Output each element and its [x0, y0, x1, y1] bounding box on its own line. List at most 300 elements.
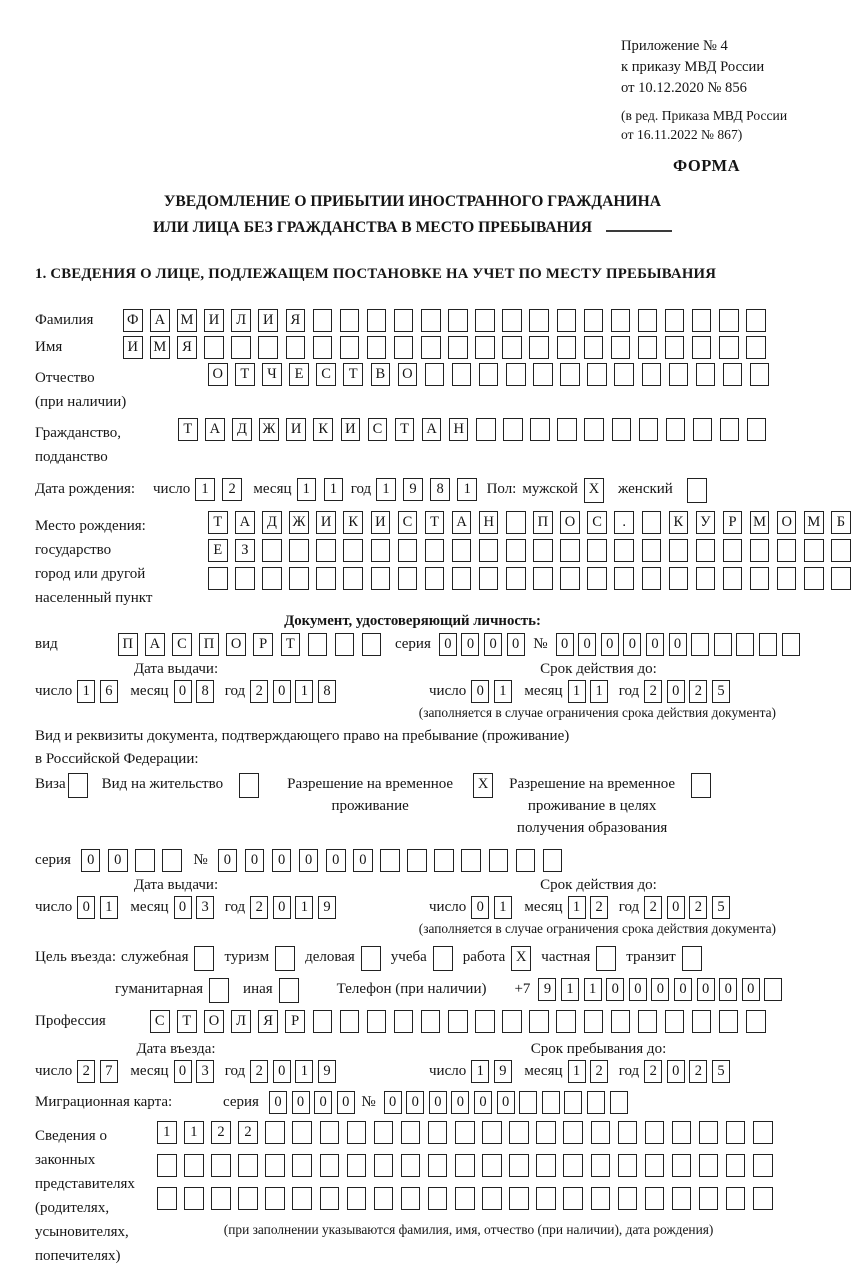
- char-cell[interactable]: Л: [231, 1010, 251, 1033]
- char-cell[interactable]: Ж: [259, 418, 279, 441]
- char-cell[interactable]: [157, 1154, 177, 1177]
- char-cell[interactable]: [452, 567, 472, 590]
- char-cell[interactable]: [719, 1010, 739, 1033]
- char-cell[interactable]: [611, 336, 631, 359]
- char-cell[interactable]: 1: [157, 1121, 177, 1144]
- char-cell[interactable]: [719, 309, 739, 332]
- char-cell[interactable]: 0: [337, 1091, 355, 1114]
- char-cell[interactable]: 2: [77, 1060, 95, 1083]
- char-cell[interactable]: [584, 309, 604, 332]
- char-cell[interactable]: [726, 1187, 746, 1210]
- char-cell[interactable]: [638, 336, 658, 359]
- char-cell[interactable]: [434, 849, 454, 872]
- char-cell[interactable]: [614, 363, 634, 386]
- char-cell[interactable]: [262, 567, 282, 590]
- char-cell[interactable]: О: [204, 1010, 224, 1033]
- char-cell[interactable]: [489, 849, 509, 872]
- char-cell[interactable]: 0: [174, 1060, 192, 1083]
- char-cell[interactable]: [645, 1154, 665, 1177]
- char-cell[interactable]: [746, 336, 766, 359]
- char-cell[interactable]: [516, 849, 536, 872]
- char-cell[interactable]: Ч: [262, 363, 282, 386]
- char-cell[interactable]: 6: [100, 680, 118, 703]
- char-cell[interactable]: Б: [831, 511, 851, 534]
- char-cell[interactable]: [506, 511, 526, 534]
- char-cell[interactable]: [428, 1154, 448, 1177]
- char-cell[interactable]: [750, 539, 770, 562]
- char-cell[interactable]: [691, 633, 709, 656]
- char-cell[interactable]: [455, 1154, 475, 1177]
- char-cell[interactable]: О: [560, 511, 580, 534]
- char-cell[interactable]: [699, 1121, 719, 1144]
- char-cell[interactable]: [407, 849, 427, 872]
- char-cell[interactable]: [691, 773, 711, 798]
- char-cell[interactable]: [292, 1187, 312, 1210]
- char-cell[interactable]: М: [804, 511, 824, 534]
- char-cell[interactable]: [753, 1187, 773, 1210]
- char-cell[interactable]: [289, 567, 309, 590]
- char-cell[interactable]: [638, 309, 658, 332]
- char-cell[interactable]: [320, 1121, 340, 1144]
- char-cell[interactable]: [587, 1091, 605, 1114]
- char-cell[interactable]: 2: [689, 1060, 707, 1083]
- char-cell[interactable]: [421, 336, 441, 359]
- char-cell[interactable]: [591, 1187, 611, 1210]
- char-cell[interactable]: [753, 1121, 773, 1144]
- char-cell[interactable]: И: [341, 418, 361, 441]
- char-cell[interactable]: [135, 849, 155, 872]
- char-cell[interactable]: [401, 1154, 421, 1177]
- char-cell[interactable]: [610, 1091, 628, 1114]
- char-cell[interactable]: [557, 309, 577, 332]
- char-cell[interactable]: [479, 567, 499, 590]
- char-cell[interactable]: 0: [245, 849, 265, 872]
- char-cell[interactable]: В: [371, 363, 391, 386]
- char-cell[interactable]: 1: [77, 680, 95, 703]
- char-cell[interactable]: [672, 1187, 692, 1210]
- char-cell[interactable]: 1: [295, 680, 313, 703]
- char-cell[interactable]: 2: [644, 680, 662, 703]
- char-cell[interactable]: [194, 946, 214, 971]
- char-cell[interactable]: [714, 633, 732, 656]
- char-cell[interactable]: [509, 1187, 529, 1210]
- char-cell[interactable]: [428, 1187, 448, 1210]
- char-cell[interactable]: К: [669, 511, 689, 534]
- char-cell[interactable]: 0: [461, 633, 479, 656]
- char-cell[interactable]: Р: [285, 1010, 305, 1033]
- char-cell[interactable]: [367, 336, 387, 359]
- char-cell[interactable]: [347, 1121, 367, 1144]
- char-cell[interactable]: [476, 418, 496, 441]
- char-cell[interactable]: [536, 1121, 556, 1144]
- char-cell[interactable]: 0: [406, 1091, 424, 1114]
- char-cell[interactable]: [543, 849, 563, 872]
- char-cell[interactable]: И: [286, 418, 306, 441]
- char-cell[interactable]: [231, 336, 251, 359]
- char-cell[interactable]: 0: [273, 896, 291, 919]
- char-cell[interactable]: 0: [606, 978, 624, 1001]
- char-cell[interactable]: 1: [457, 478, 477, 501]
- char-cell[interactable]: 0: [174, 896, 192, 919]
- char-cell[interactable]: [374, 1187, 394, 1210]
- char-cell[interactable]: [666, 418, 686, 441]
- char-cell[interactable]: [371, 567, 391, 590]
- char-cell[interactable]: 0: [719, 978, 737, 1001]
- char-cell[interactable]: X: [511, 946, 531, 971]
- char-cell[interactable]: 7: [100, 1060, 118, 1083]
- char-cell[interactable]: [642, 363, 662, 386]
- char-cell[interactable]: [380, 849, 400, 872]
- char-cell[interactable]: [506, 363, 526, 386]
- char-cell[interactable]: [753, 1154, 773, 1177]
- char-cell[interactable]: [316, 567, 336, 590]
- char-cell[interactable]: [343, 539, 363, 562]
- char-cell[interactable]: [564, 1091, 582, 1114]
- char-cell[interactable]: [316, 539, 336, 562]
- char-cell[interactable]: [665, 1010, 685, 1033]
- char-cell[interactable]: 2: [250, 680, 268, 703]
- char-cell[interactable]: [669, 567, 689, 590]
- char-cell[interactable]: [665, 336, 685, 359]
- char-cell[interactable]: Т: [178, 418, 198, 441]
- char-cell[interactable]: [612, 418, 632, 441]
- char-cell[interactable]: Я: [177, 336, 197, 359]
- char-cell[interactable]: [394, 336, 414, 359]
- char-cell[interactable]: [533, 539, 553, 562]
- char-cell[interactable]: 0: [108, 849, 128, 872]
- char-cell[interactable]: [433, 946, 453, 971]
- char-cell[interactable]: [536, 1187, 556, 1210]
- char-cell[interactable]: 2: [238, 1121, 258, 1144]
- char-cell[interactable]: [239, 773, 259, 798]
- char-cell[interactable]: [587, 567, 607, 590]
- char-cell[interactable]: [401, 1121, 421, 1144]
- char-cell[interactable]: [642, 567, 662, 590]
- char-cell[interactable]: [455, 1121, 475, 1144]
- char-cell[interactable]: [584, 418, 604, 441]
- char-cell[interactable]: [618, 1121, 638, 1144]
- char-cell[interactable]: [782, 633, 800, 656]
- char-cell[interactable]: 0: [742, 978, 760, 1001]
- char-cell[interactable]: Е: [289, 363, 309, 386]
- char-cell[interactable]: 2: [590, 896, 608, 919]
- char-cell[interactable]: [584, 1010, 604, 1033]
- char-cell[interactable]: М: [150, 336, 170, 359]
- char-cell[interactable]: [238, 1187, 258, 1210]
- char-cell[interactable]: [286, 336, 306, 359]
- char-cell[interactable]: [398, 539, 418, 562]
- char-cell[interactable]: [235, 567, 255, 590]
- char-cell[interactable]: [696, 539, 716, 562]
- char-cell[interactable]: [448, 309, 468, 332]
- char-cell[interactable]: [340, 1010, 360, 1033]
- char-cell[interactable]: [519, 1091, 537, 1114]
- char-cell[interactable]: [479, 539, 499, 562]
- char-cell[interactable]: [587, 363, 607, 386]
- char-cell[interactable]: [320, 1187, 340, 1210]
- char-cell[interactable]: Д: [232, 418, 252, 441]
- char-cell[interactable]: 1: [100, 896, 118, 919]
- char-cell[interactable]: 0: [669, 633, 687, 656]
- char-cell[interactable]: [533, 567, 553, 590]
- char-cell[interactable]: [747, 418, 767, 441]
- char-cell[interactable]: [536, 1154, 556, 1177]
- char-cell[interactable]: [584, 336, 604, 359]
- char-cell[interactable]: 2: [250, 1060, 268, 1083]
- char-cell[interactable]: С: [398, 511, 418, 534]
- char-cell[interactable]: 0: [556, 633, 574, 656]
- char-cell[interactable]: Т: [208, 511, 228, 534]
- char-cell[interactable]: [831, 567, 851, 590]
- char-cell[interactable]: 0: [299, 849, 319, 872]
- char-cell[interactable]: 2: [590, 1060, 608, 1083]
- char-cell[interactable]: 2: [222, 478, 242, 501]
- char-cell[interactable]: [394, 309, 414, 332]
- char-cell[interactable]: 0: [629, 978, 647, 1001]
- char-cell[interactable]: 2: [250, 896, 268, 919]
- char-cell[interactable]: [184, 1154, 204, 1177]
- char-cell[interactable]: 0: [667, 896, 685, 919]
- char-cell[interactable]: [475, 309, 495, 332]
- char-cell[interactable]: [482, 1154, 502, 1177]
- char-cell[interactable]: Е: [208, 539, 228, 562]
- char-cell[interactable]: 1: [568, 896, 586, 919]
- char-cell[interactable]: [265, 1121, 285, 1144]
- char-cell[interactable]: 0: [326, 849, 346, 872]
- char-cell[interactable]: [204, 336, 224, 359]
- char-cell[interactable]: [529, 336, 549, 359]
- char-cell[interactable]: [506, 567, 526, 590]
- char-cell[interactable]: [211, 1154, 231, 1177]
- char-cell[interactable]: [587, 539, 607, 562]
- char-cell[interactable]: И: [204, 309, 224, 332]
- char-cell[interactable]: 0: [497, 1091, 515, 1114]
- char-cell[interactable]: [614, 539, 634, 562]
- char-cell[interactable]: Т: [425, 511, 445, 534]
- char-cell[interactable]: А: [422, 418, 442, 441]
- char-cell[interactable]: [509, 1154, 529, 1177]
- char-cell[interactable]: И: [123, 336, 143, 359]
- char-cell[interactable]: 3: [196, 896, 214, 919]
- char-cell[interactable]: Т: [177, 1010, 197, 1033]
- char-cell[interactable]: [398, 567, 418, 590]
- char-cell[interactable]: И: [258, 309, 278, 332]
- char-cell[interactable]: А: [205, 418, 225, 441]
- char-cell[interactable]: [208, 567, 228, 590]
- char-cell[interactable]: [529, 1010, 549, 1033]
- char-cell[interactable]: 8: [196, 680, 214, 703]
- char-cell[interactable]: Т: [395, 418, 415, 441]
- char-cell[interactable]: 0: [471, 896, 489, 919]
- char-cell[interactable]: 0: [507, 633, 525, 656]
- char-cell[interactable]: [692, 336, 712, 359]
- char-cell[interactable]: 9: [318, 1060, 336, 1083]
- char-cell[interactable]: [238, 1154, 258, 1177]
- char-cell[interactable]: [804, 539, 824, 562]
- char-cell[interactable]: [642, 539, 662, 562]
- char-cell[interactable]: [394, 1010, 414, 1033]
- char-cell[interactable]: Ф: [123, 309, 143, 332]
- char-cell[interactable]: [746, 1010, 766, 1033]
- char-cell[interactable]: [692, 309, 712, 332]
- char-cell[interactable]: Р: [253, 633, 273, 656]
- char-cell[interactable]: [699, 1187, 719, 1210]
- char-cell[interactable]: С: [368, 418, 388, 441]
- char-cell[interactable]: [367, 309, 387, 332]
- char-cell[interactable]: [258, 336, 278, 359]
- char-cell[interactable]: [502, 309, 522, 332]
- char-cell[interactable]: И: [316, 511, 336, 534]
- char-cell[interactable]: 1: [584, 978, 602, 1001]
- char-cell[interactable]: [308, 633, 328, 656]
- char-cell[interactable]: 0: [77, 896, 95, 919]
- char-cell[interactable]: [777, 567, 797, 590]
- char-cell[interactable]: 0: [451, 1091, 469, 1114]
- char-cell[interactable]: [448, 1010, 468, 1033]
- char-cell[interactable]: [265, 1187, 285, 1210]
- char-cell[interactable]: 0: [646, 633, 664, 656]
- char-cell[interactable]: Я: [286, 309, 306, 332]
- char-cell[interactable]: 9: [403, 478, 423, 501]
- char-cell[interactable]: 1: [494, 896, 512, 919]
- char-cell[interactable]: [726, 1154, 746, 1177]
- char-cell[interactable]: [503, 418, 523, 441]
- char-cell[interactable]: 2: [689, 680, 707, 703]
- char-cell[interactable]: 1: [324, 478, 344, 501]
- char-cell[interactable]: 0: [429, 1091, 447, 1114]
- char-cell[interactable]: [777, 539, 797, 562]
- char-cell[interactable]: 0: [697, 978, 715, 1001]
- char-cell[interactable]: 1: [184, 1121, 204, 1144]
- char-cell[interactable]: Н: [449, 418, 469, 441]
- char-cell[interactable]: [425, 539, 445, 562]
- char-cell[interactable]: Я: [258, 1010, 278, 1033]
- char-cell[interactable]: [591, 1121, 611, 1144]
- char-cell[interactable]: [421, 1010, 441, 1033]
- char-cell[interactable]: [533, 363, 553, 386]
- char-cell[interactable]: Д: [262, 511, 282, 534]
- char-cell[interactable]: 9: [538, 978, 556, 1001]
- char-cell[interactable]: [448, 336, 468, 359]
- char-cell[interactable]: 1: [590, 680, 608, 703]
- char-cell[interactable]: С: [150, 1010, 170, 1033]
- char-cell[interactable]: [509, 1121, 529, 1144]
- char-cell[interactable]: 1: [295, 896, 313, 919]
- char-cell[interactable]: [401, 1187, 421, 1210]
- char-cell[interactable]: 3: [196, 1060, 214, 1083]
- char-cell[interactable]: Т: [235, 363, 255, 386]
- char-cell[interactable]: [347, 1187, 367, 1210]
- char-cell[interactable]: [639, 418, 659, 441]
- char-cell[interactable]: 0: [272, 849, 292, 872]
- char-cell[interactable]: [831, 539, 851, 562]
- char-cell[interactable]: 9: [494, 1060, 512, 1083]
- char-cell[interactable]: [672, 1121, 692, 1144]
- char-cell[interactable]: 0: [218, 849, 238, 872]
- char-cell[interactable]: [506, 539, 526, 562]
- char-cell[interactable]: Л: [231, 309, 251, 332]
- char-cell[interactable]: 1: [568, 1060, 586, 1083]
- char-cell[interactable]: [591, 1154, 611, 1177]
- char-cell[interactable]: [611, 309, 631, 332]
- char-cell[interactable]: [764, 978, 782, 1001]
- char-cell[interactable]: [461, 849, 481, 872]
- char-cell[interactable]: К: [343, 511, 363, 534]
- char-cell[interactable]: [804, 567, 824, 590]
- char-cell[interactable]: [614, 567, 634, 590]
- char-cell[interactable]: 0: [292, 1091, 310, 1114]
- char-cell[interactable]: [452, 363, 472, 386]
- char-cell[interactable]: [638, 1010, 658, 1033]
- char-cell[interactable]: [542, 1091, 560, 1114]
- char-cell[interactable]: О: [398, 363, 418, 386]
- char-cell[interactable]: [367, 1010, 387, 1033]
- char-cell[interactable]: Т: [281, 633, 301, 656]
- char-cell[interactable]: [184, 1187, 204, 1210]
- char-cell[interactable]: О: [226, 633, 246, 656]
- char-cell[interactable]: [262, 539, 282, 562]
- char-cell[interactable]: [340, 336, 360, 359]
- char-cell[interactable]: [502, 336, 522, 359]
- char-cell[interactable]: 5: [712, 896, 730, 919]
- char-cell[interactable]: [720, 418, 740, 441]
- char-cell[interactable]: [726, 1121, 746, 1144]
- char-cell[interactable]: [557, 336, 577, 359]
- char-cell[interactable]: [556, 1010, 576, 1033]
- char-cell[interactable]: [719, 336, 739, 359]
- char-cell[interactable]: 0: [314, 1091, 332, 1114]
- char-cell[interactable]: [275, 946, 295, 971]
- char-cell[interactable]: [642, 511, 662, 534]
- char-cell[interactable]: [563, 1154, 583, 1177]
- char-cell[interactable]: А: [150, 309, 170, 332]
- char-cell[interactable]: 2: [644, 1060, 662, 1083]
- char-cell[interactable]: М: [177, 309, 197, 332]
- char-cell[interactable]: [343, 567, 363, 590]
- char-cell[interactable]: .: [614, 511, 634, 534]
- char-cell[interactable]: [560, 567, 580, 590]
- char-cell[interactable]: [699, 1154, 719, 1177]
- char-cell[interactable]: 8: [430, 478, 450, 501]
- char-cell[interactable]: [452, 539, 472, 562]
- char-cell[interactable]: [425, 363, 445, 386]
- char-cell[interactable]: С: [587, 511, 607, 534]
- char-cell[interactable]: [425, 567, 445, 590]
- char-cell[interactable]: [669, 363, 689, 386]
- char-cell[interactable]: 8: [318, 680, 336, 703]
- char-cell[interactable]: 0: [601, 633, 619, 656]
- char-cell[interactable]: [347, 1154, 367, 1177]
- char-cell[interactable]: [723, 567, 743, 590]
- char-cell[interactable]: З: [235, 539, 255, 562]
- char-cell[interactable]: М: [750, 511, 770, 534]
- char-cell[interactable]: 0: [474, 1091, 492, 1114]
- char-cell[interactable]: [68, 773, 88, 798]
- char-cell[interactable]: А: [145, 633, 165, 656]
- char-cell[interactable]: [371, 539, 391, 562]
- char-cell[interactable]: О: [777, 511, 797, 534]
- char-cell[interactable]: У: [696, 511, 716, 534]
- char-cell[interactable]: Т: [343, 363, 363, 386]
- char-cell[interactable]: А: [235, 511, 255, 534]
- char-cell[interactable]: 0: [384, 1091, 402, 1114]
- char-cell[interactable]: Р: [723, 511, 743, 534]
- char-cell[interactable]: [335, 633, 355, 656]
- char-cell[interactable]: [374, 1154, 394, 1177]
- char-cell[interactable]: [560, 539, 580, 562]
- char-cell[interactable]: 1: [561, 978, 579, 1001]
- char-cell[interactable]: [475, 1010, 495, 1033]
